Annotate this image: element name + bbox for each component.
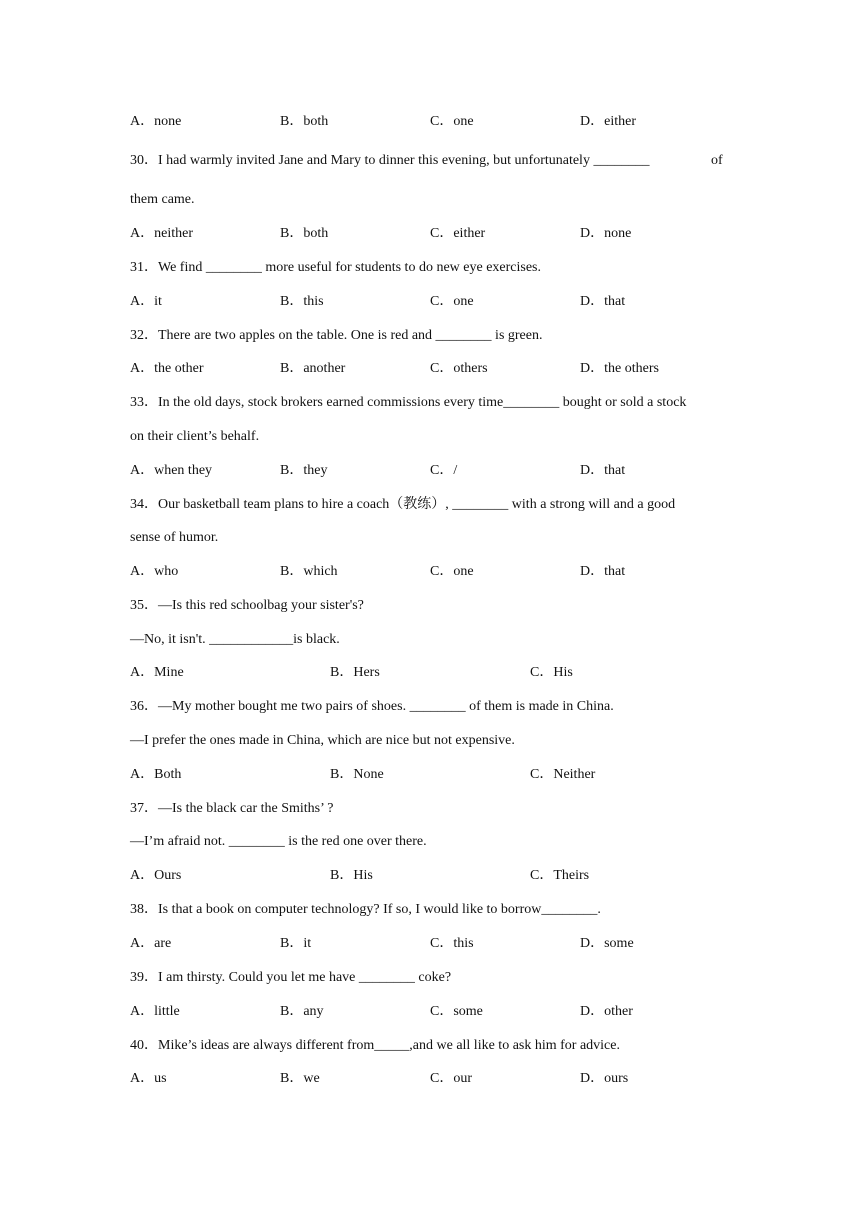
option-c: C．others — [430, 361, 488, 376]
option-d: D．that — [580, 294, 626, 309]
question-stem-tail: of — [711, 153, 723, 168]
question-stem: 30．I had warmly invited Jane and Mary to dinner this evening, but unfortunately ________ — [130, 153, 650, 168]
question-stem-continued: on their client’s behalf. — [130, 429, 260, 444]
option-c: C．one — [430, 114, 474, 129]
option-a: A．Both — [130, 767, 182, 782]
question-stem: 37．—Is the black car the Smiths’ ? — [130, 801, 334, 816]
option-a: A．the other — [130, 361, 204, 376]
question-stem: 36．—My mother bought me two pairs of shoes. ________ of them is made in China. — [130, 699, 614, 714]
option-d: D．either — [580, 114, 636, 129]
option-c: C．our — [430, 1071, 472, 1086]
option-c: C．Neither — [530, 767, 596, 782]
option-a: A．Mine — [130, 665, 184, 680]
option-b: B．it — [280, 936, 312, 951]
question-stem-continued: sense of humor. — [130, 530, 219, 545]
option-b: B．both — [280, 226, 329, 241]
option-a: A．little — [130, 1004, 180, 1019]
option-b: B．His — [330, 868, 373, 883]
question-stem: 38．Is that a book on computer technology? If so, I would like to borrow________. — [130, 902, 601, 917]
option-b: B．this — [280, 294, 324, 309]
question-stem: 33．In the old days, stock brokers earned commissions every time________ bought or sold a stock — [130, 395, 687, 410]
option-b: B．None — [330, 767, 384, 782]
question-stem: 32．There are two apples on the table. One is red and ________ is green. — [130, 328, 543, 343]
option-d: D．that — [580, 564, 626, 579]
option-a: A．Ours — [130, 868, 182, 883]
question-stem-continued: them came. — [130, 192, 195, 207]
question-stem: 35．—Is this red schoolbag your sister's? — [130, 598, 364, 613]
question-stem-continued: —I prefer the ones made in China, which are nice but not expensive. — [130, 733, 515, 748]
question-stem: 40．Mike’s ideas are always different from_____,and we all like to ask him for advice. — [130, 1038, 620, 1053]
option-b: B．any — [280, 1004, 324, 1019]
question-stem: 34．Our basketball team plans to hire a coach（教练）, ________ with a strong will and a good — [130, 497, 676, 512]
question-stem: 39．I am thirsty. Could you let me have ________ coke? — [130, 970, 452, 985]
option-c: C．either — [430, 226, 486, 241]
option-b: B．we — [280, 1071, 320, 1086]
option-d: D．the others — [580, 361, 659, 376]
option-d: D．that — [580, 463, 626, 478]
option-a: A．are — [130, 936, 172, 951]
option-c: C．this — [430, 936, 474, 951]
option-a: A．neither — [130, 226, 193, 241]
option-d: D．none — [580, 226, 632, 241]
question-stem-continued: —I’m afraid not. ________ is the red one over there. — [130, 834, 427, 849]
option-b: B．both — [280, 114, 329, 129]
option-c: C．/ — [430, 463, 458, 478]
option-c: C．His — [530, 665, 573, 680]
option-b: B．Hers — [330, 665, 380, 680]
option-c: C．one — [430, 294, 474, 309]
option-d: D．other — [580, 1004, 633, 1019]
option-b: B．they — [280, 463, 328, 478]
option-c: C．some — [430, 1004, 483, 1019]
option-b: B．another — [280, 361, 346, 376]
option-a: A．when they — [130, 463, 213, 478]
option-d: D．some — [580, 936, 634, 951]
option-c: C．Theirs — [530, 868, 590, 883]
option-a: A．us — [130, 1071, 167, 1086]
option-c: C．one — [430, 564, 474, 579]
question-stem-continued: —No, it isn't. ____________is black. — [130, 632, 340, 647]
option-a: A．who — [130, 564, 179, 579]
option-d: D．ours — [580, 1071, 629, 1086]
option-b: B．which — [280, 564, 338, 579]
option-a: A．it — [130, 294, 162, 309]
option-a: A．none — [130, 114, 182, 129]
question-stem: 31．We find ________ more useful for students to do new eye exercises. — [130, 260, 541, 275]
